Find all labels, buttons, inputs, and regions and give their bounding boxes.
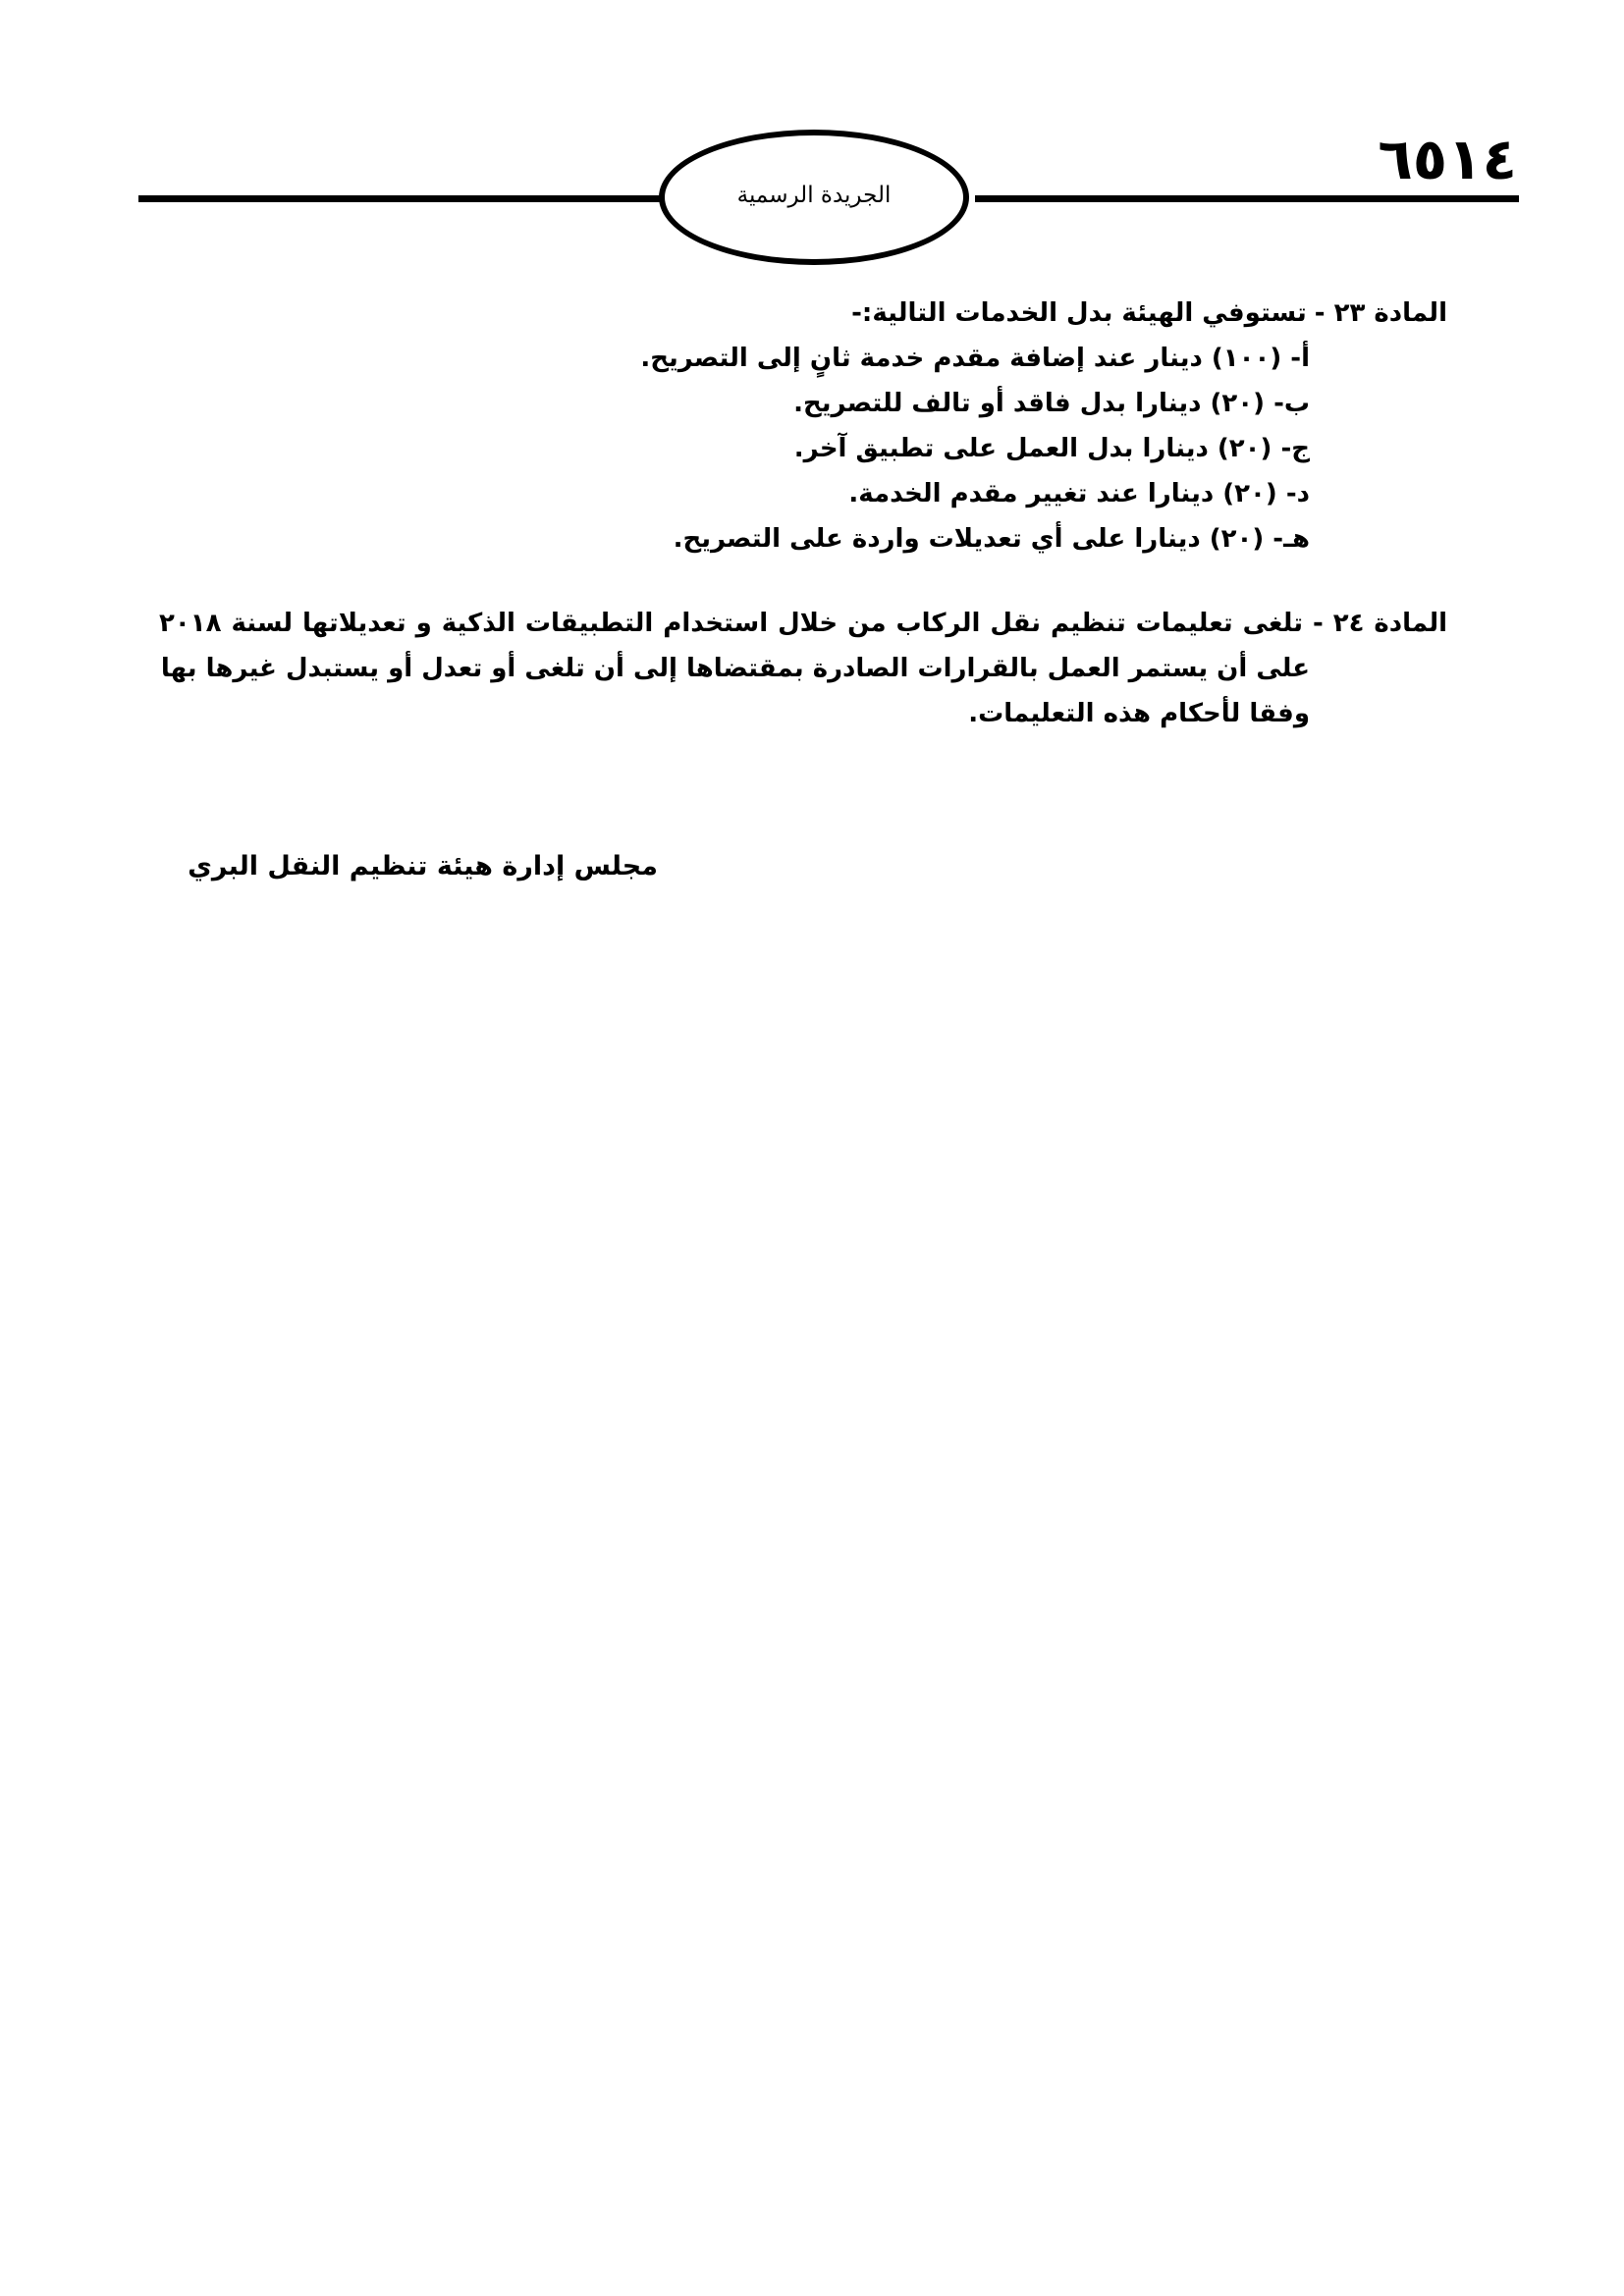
header-rule-left (138, 195, 661, 202)
article-23-heading (640, 291, 1447, 336)
article-23-item-a: أ- (١٠٠) دينار عند إضافة مقدم خدمة ثانٍ إلى التصريح. (640, 344, 1310, 373)
header-rule-right (975, 195, 1519, 202)
article-24-line-1-text: تلغى تعليمات تنظيم نقل الركاب من خلال استخدام التطبيقات الذكية و تعديلاتها لسنة ٢٠١٨ (159, 609, 1303, 638)
signature: مجلس إدارة هيئة تنظيم النقل البري (188, 851, 658, 881)
article-23-item-e: هـ- (٢٠) دينارا على أي تعديلات واردة على التصريح. (673, 524, 1310, 554)
article-23-item-b: ب- (٢٠) دينارا بدل فاقد أو تالف للتصريح. (793, 389, 1310, 418)
article-23-heading-text: تستوفي الهيئة بدل الخدمات التالية:- (851, 298, 1307, 328)
article-24-line-3: وفقا لأحكام هذه التعليمات. (968, 699, 1310, 728)
gazette-title: الجريدة الرسمية (736, 183, 892, 208)
article-23-item-d: د- (٢٠) دينارا عند تغيير مقدم الخدمة. (848, 479, 1310, 508)
article-23-item-c: ج- (٢٠) دينارا بدل العمل على تطبيق آخر. (793, 434, 1310, 463)
article-24-body (159, 601, 1447, 736)
article-24 (159, 601, 1447, 736)
article-24-label: المادة ٢٤ - (1312, 609, 1447, 638)
page-number: ٦٥١٤ (1378, 126, 1517, 192)
article-23 (640, 291, 1447, 561)
article-24-line-2: على أن يستمر العمل بالقرارات الصادرة بمقتضاها إلى أن تلغى أو تعدل أو يستبدل غيرها بها (160, 654, 1310, 683)
article-24-line-1 (159, 601, 1447, 646)
gazette-masthead (659, 130, 969, 265)
article-23-label: المادة ٢٣ - (1314, 298, 1447, 328)
